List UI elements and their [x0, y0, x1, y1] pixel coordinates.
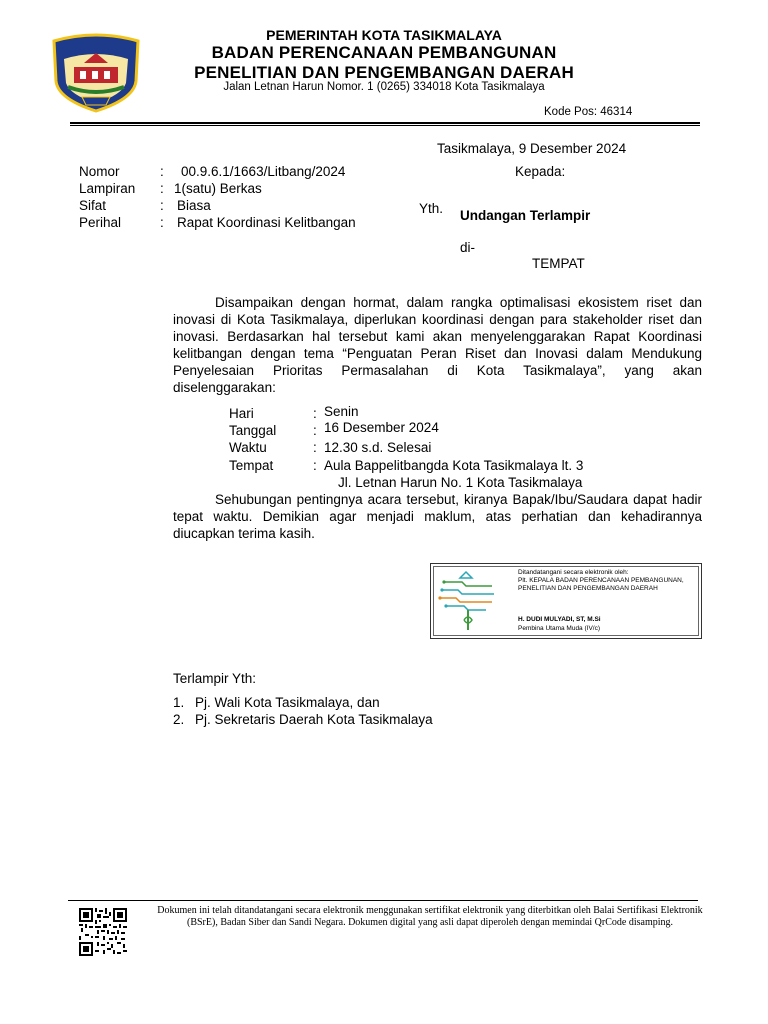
recipient-kepada: Kepada:: [515, 164, 566, 179]
meta-colon: :: [160, 164, 164, 179]
letterhead-rule-thick: [70, 122, 700, 124]
meta-label: Sifat: [79, 198, 107, 213]
detail-value-waktu: 12.30 s.d. Selesai: [324, 440, 432, 455]
footer-disclaimer: Dokumen ini telah ditandatangani secara elektronik menggunakan sertifikat elektronik yang diterbitkan oleh Balai Sertifikasi Elektronik (BSrE), Badan Siber dan Sandi Negara. Dokumen digital yang asli dapat diperoleh dengan memindai QrCode disamping.: [157, 905, 703, 928]
detail-value-tanggal: 16 Desember 2024: [324, 420, 439, 435]
e-signature-signer-name: H. DUDI MULYADI, ST, M.Si: [518, 616, 601, 623]
attachment-heading: Terlampir Yth:: [173, 671, 257, 686]
body-paragraph-2: Sehubungan pentingnya acara tersebut, kiranya Bapak/Ibu/Saudara dapat hadir tepat waktu. Demikian agar menjadi maklum, atas perhatian dan kehadirannya diucapkan terima kasih.: [173, 492, 702, 541]
detail-value-tempat: Aula Bappelitbangda Kota Tasikmalaya lt. 3: [324, 458, 584, 473]
meta-colon: :: [160, 198, 164, 213]
e-signature-signer-rank: Pembina Utama Muda (IV/c): [518, 625, 601, 632]
e-signature-emblem-icon: [436, 568, 500, 632]
meta-colon: :: [160, 181, 164, 196]
detail-value-hari: Senin: [324, 404, 359, 419]
letterhead-address: Jalan Letnan Harun Nomor. 1 (0265) 334018 Kota Tasikmalaya: [223, 81, 545, 93]
detail-colon: :: [313, 406, 317, 421]
e-signature-position-2: PENELITIAN DAN PENGEMBANGAN DAERAH: [518, 585, 658, 592]
e-signature-position-1: Plt. KEPALA BADAN PERENCANAAN PEMBANGUNAN,: [518, 577, 684, 584]
recipient-name: Undangan Terlampir: [460, 208, 591, 223]
letterhead-government: PEMERINTAH KOTA TASIKMALAYA: [266, 27, 502, 43]
detail-colon: :: [313, 423, 317, 438]
e-signature-caption: Ditandatangani secara elektronik oleh:: [518, 569, 629, 576]
meta-value-perihal: Rapat Koordinasi Kelitbangan: [177, 215, 356, 230]
detail-colon: :: [313, 458, 317, 473]
letterhead-agency-line1: BADAN PERENCANAAN PEMBANGUNAN: [211, 43, 557, 62]
detail-label: Hari: [229, 406, 254, 421]
detail-colon: :: [313, 440, 317, 455]
attachment-item-text: Pj. Sekretaris Daerah Kota Tasikmalaya: [195, 712, 433, 727]
qr-code-icon: [79, 908, 127, 956]
meta-value-lampiran: 1(satu) Berkas: [174, 181, 262, 196]
footer-rule: [68, 900, 698, 901]
letter-date: Tasikmalaya, 9 Desember 2024: [437, 141, 627, 156]
letterhead-postal-code: Kode Pos: 46314: [544, 106, 633, 118]
detail-value-address: Jl. Letnan Harun No. 1 Kota Tasikmalaya: [338, 475, 583, 490]
attachment-item-number: 2.: [173, 712, 185, 727]
detail-label: Tempat: [229, 458, 274, 473]
recipient-di: di-: [460, 240, 476, 255]
meta-value-sifat: Biasa: [177, 198, 211, 213]
body-paragraph-1: Disampaikan dengan hormat, dalam rangka optimalisasi ekosistem riset dan inovasi di Kota Tasikmalaya, diperlukan koordinasi dengan para stakeholder riset dan inovasi. Berdasarkan hal tersebut kami akan menyelenggarakan Rapat Koordinasi kelitbangan dengan tema “Penguatan Peran Riset dan Inovasi dalam Mendukung Penyelesaian Prioritas Permasalahan di Kota Tasikmalaya”, yang akan diselenggarakan:: [173, 295, 702, 395]
letterhead-agency-line2: PENELITIAN DAN PENGEMBANGAN DAERAH: [194, 63, 574, 82]
detail-label: Waktu: [229, 440, 267, 455]
letterhead-rule-thin: [70, 125, 700, 126]
meta-label: Lampiran: [79, 181, 136, 196]
meta-label: Perihal: [79, 215, 122, 230]
attachment-item-number: 1.: [173, 695, 185, 710]
meta-label: Nomor: [79, 164, 120, 179]
meta-value-nomor: 00.9.6.1/1663/Litbang/2024: [181, 164, 346, 179]
recipient-yth: Yth.: [419, 201, 444, 216]
detail-label: Tanggal: [229, 423, 277, 438]
meta-colon: :: [160, 215, 164, 230]
attachment-item-text: Pj. Wali Kota Tasikmalaya, dan: [195, 695, 380, 710]
recipient-place: TEMPAT: [532, 256, 585, 271]
